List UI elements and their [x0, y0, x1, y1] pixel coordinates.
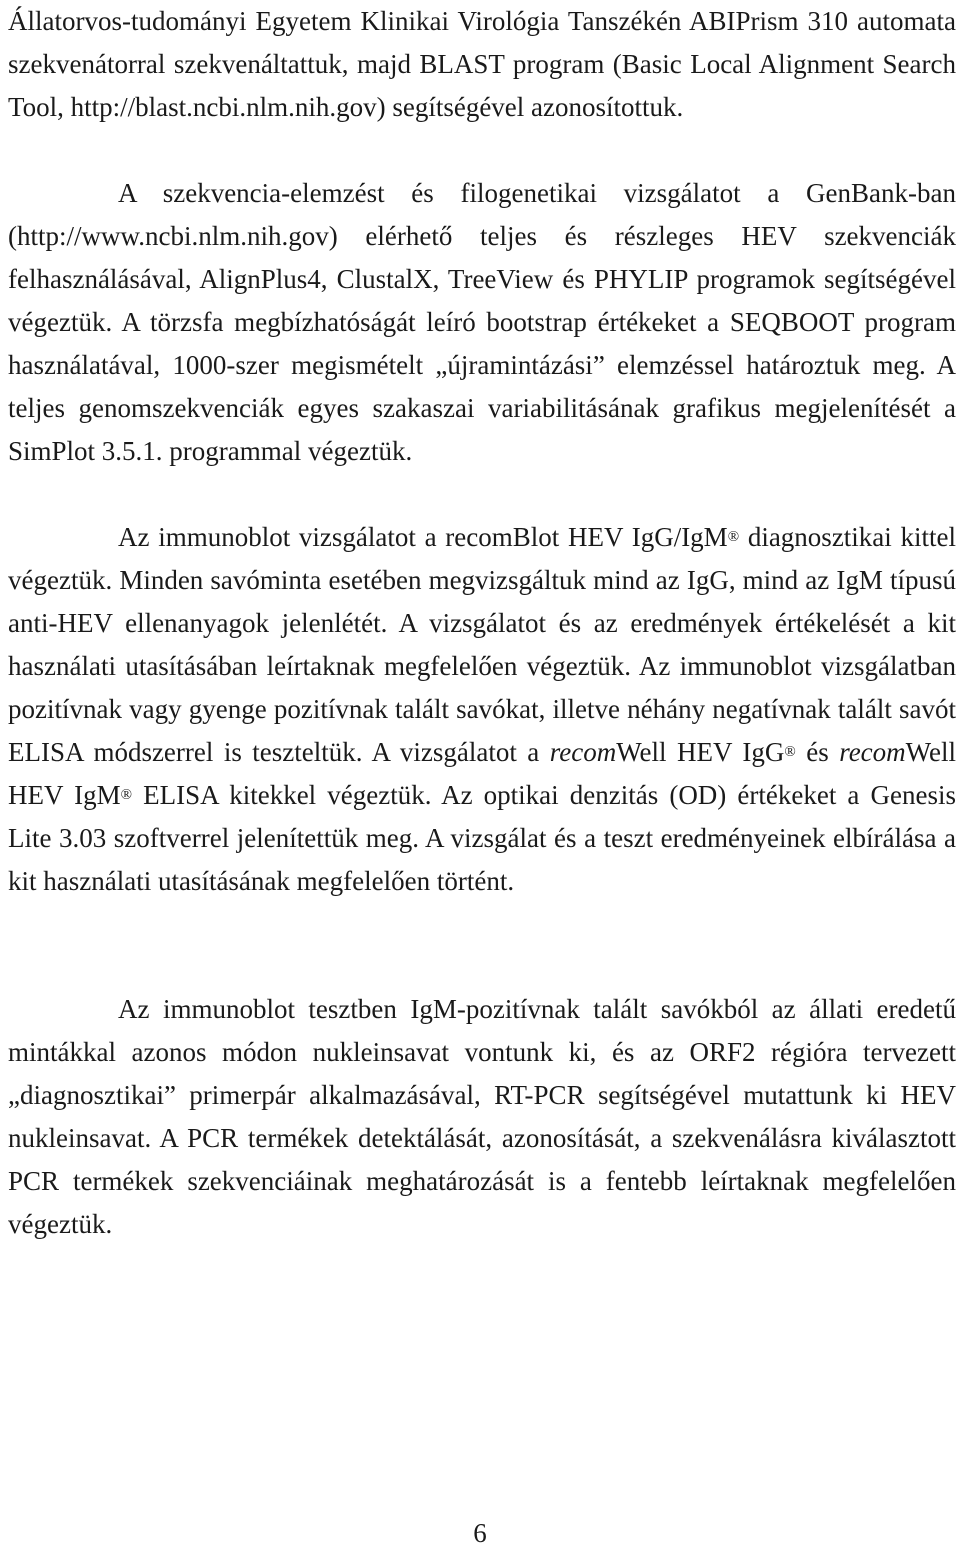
paragraph-text: diagnosztikai kittel végeztük. Minden savóminta esetében megvizsgáltuk mind az IgG, mind az IgM típusú anti-HEV ellenanyagok jelenlétét. A vizsgálatot és az eredmények értékelését a kit használati utasításában leírtaknak megfelelően végeztük. Az immunoblot vizsgálatban pozitívnak vagy gyenge pozitívnak talált savókat, illetve néhány negatívnak talált savót ELISA módszerrel is teszteltük. A vizsgálatot a [8, 522, 956, 767]
paragraph-text: Az immunoblot tesztben IgM-pozitívnak talált savókból az állati eredetű mintákkal azonos módon nukleinsavat vontunk ki, és az ORF2 régióra tervezett „diagnosztikai” primerpár alkalmazásával, RT-PCR segítségével mutattunk ki HEV nukleinsavat. A PCR termékek detektálását, azonosítását, a szekvenálásra kiválasztott PCR termékek szekvenciáinak meghatározását is a fentebb leírtaknak megfelelően végeztük. [8, 994, 956, 1239]
page-number: 6 [473, 1518, 487, 1548]
paragraph-text: Well HEV IgM [8, 737, 956, 810]
paragraph-text: Állatorvos-tudományi Egyetem Klinikai Virológia Tanszékén ABIPrism 310 automata szekvenátorral szekvenáltattuk, majd BLAST program (Basic Local Alignment Search Tool, http://blast.ncbi.nlm.nih.gov) segítségével azonosítottuk. [8, 6, 956, 122]
italic-brand-prefix: recom [549, 737, 617, 767]
paragraph-phylogenetics [8, 172, 956, 473]
paragraph-text: ELISA kitekkel végeztük. Az optikai denzitás (OD) értékeket a Genesis Lite 3.03 szoftverrel jelenítettük meg. A vizsgálat és a teszt eredményeinek elbírálása a kit használati utasításának megfelelően történt. [8, 780, 956, 896]
registered-mark: ® [784, 744, 796, 760]
paragraph-immunoblot [8, 516, 956, 903]
paragraph-text: Az immunoblot vizsgálatot a recomBlot HEV IgG/IgM [118, 522, 728, 552]
italic-brand-prefix: recom [839, 737, 906, 767]
paragraph-text: és [795, 737, 840, 767]
registered-mark: ® [727, 529, 740, 545]
paragraph-rt-pcr [8, 988, 956, 1246]
paragraph-text: A szekvencia-elemzést és filogenetikai vizsgálatot a GenBank-ban (http://www.ncbi.nlm.nih.gov) elérhető teljes és részleges HEV szekvenciák felhasználásával, AlignPlus4, ClustalX, TreeView és PHYLIP programok segítségével végeztük. A törzsfa megbízhatóságát leíró bootstrap értékeket a SEQBOOT program használatával, 1000-szer megismételt „újramintázási” elemzéssel határoztuk meg. A teljes genomszekvenciák egyes szakaszai variabilitásának grafikus megjelenítését a SimPlot 3.5.1. programmal végeztük. [8, 178, 956, 466]
paragraph-sequencing [8, 0, 956, 129]
registered-mark: ® [120, 787, 133, 803]
paragraph-text: Well HEV IgG [616, 737, 785, 767]
